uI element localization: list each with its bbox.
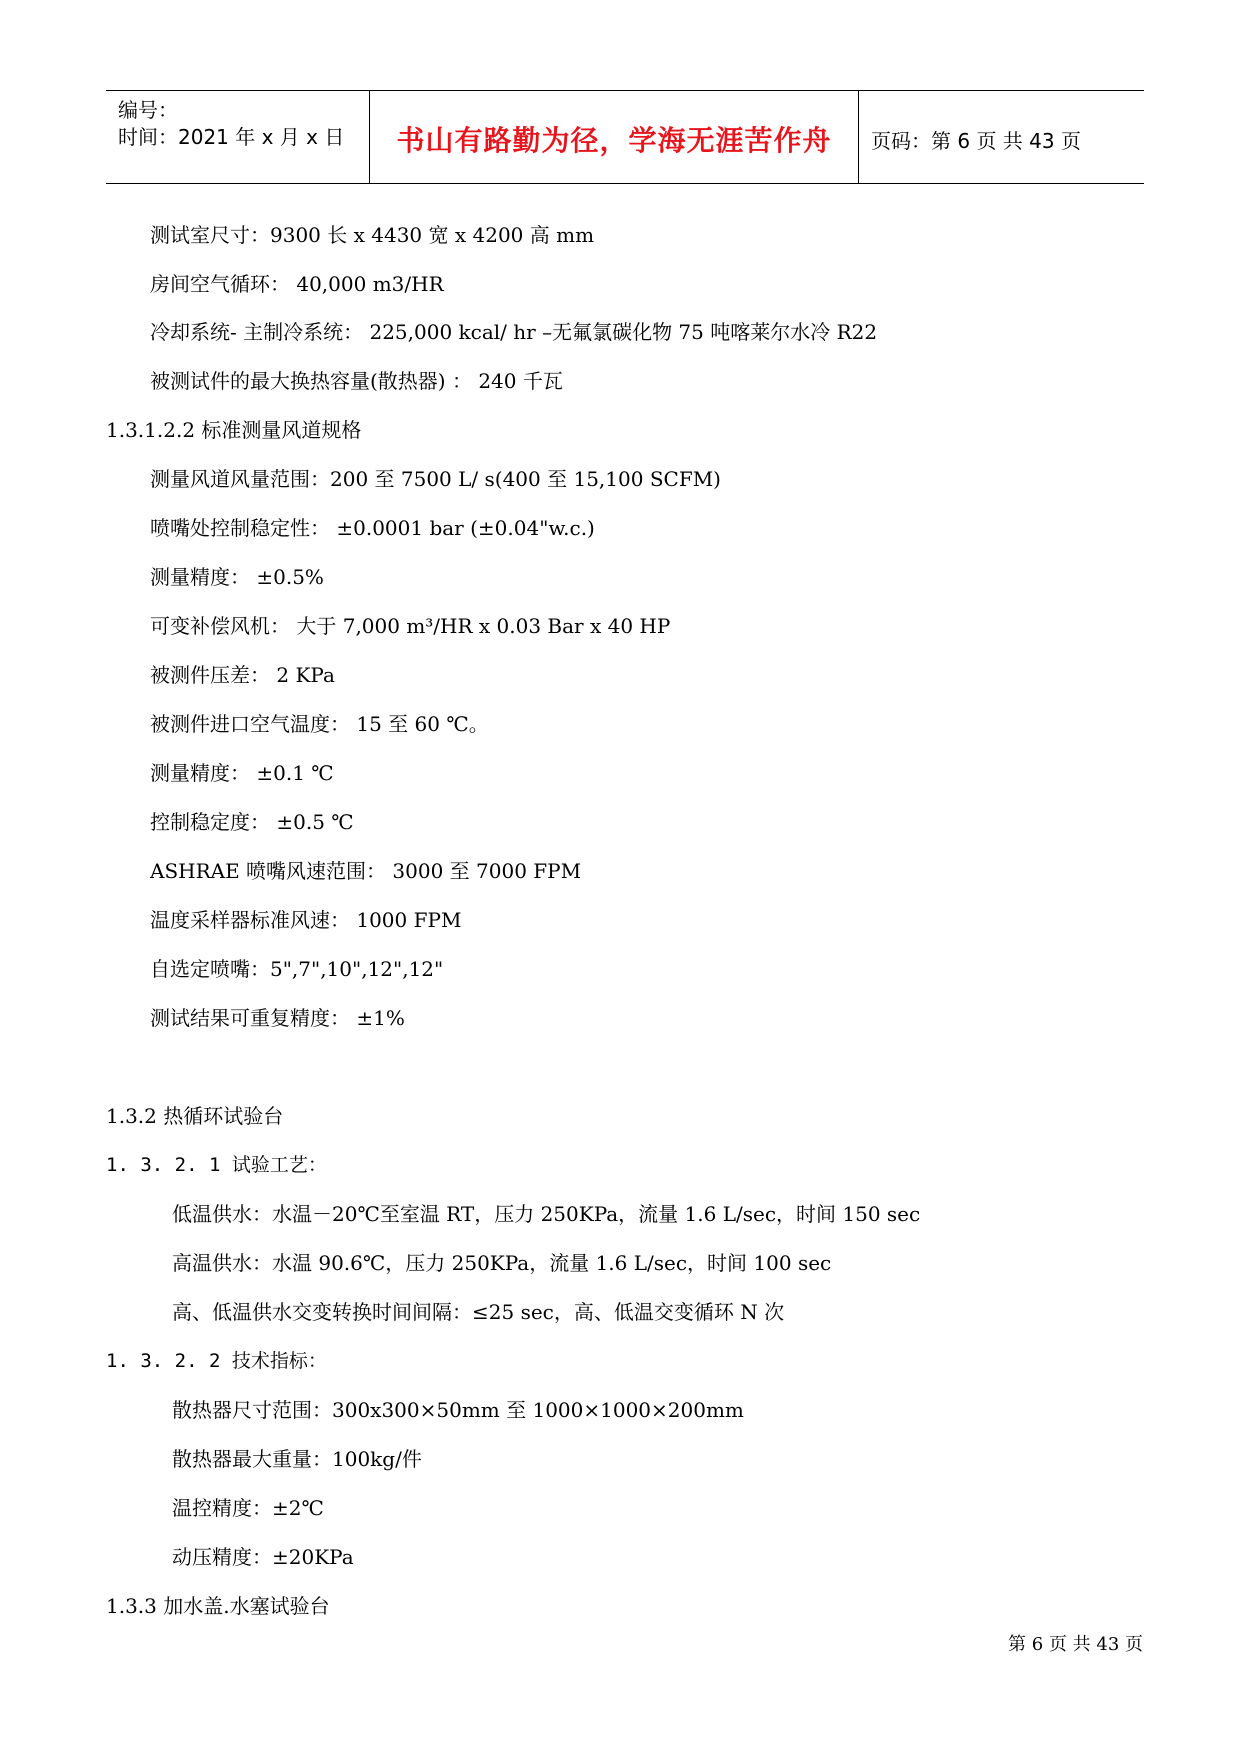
spec-control-stability: 控制稳定度： ±0.5 ℃ [150,810,354,834]
spec-cooling-system: 冷却系统- 主制冷系统： 225,000 kcal/ hr –无氟氯碳化物 75 吨喀莱尔水冷 R22 [150,320,878,344]
spec-measure-accuracy: 测量精度： ±0.5% [150,565,324,589]
page-footer: 第 6 页 共 43 页 [1008,1634,1143,1655]
spec-inlet-air-temp: 被测件进口空气温度： 15 至 60 ℃。 [150,712,489,736]
header-page-info: 页码：第 6 页 共 43 页 [871,129,1081,153]
spec-repeatability: 测试结果可重复精度： ±1% [150,1006,405,1030]
spec-room-size: 测试室尺寸：9300 长 x 4430 宽 x 4200 高 mm [150,223,595,247]
spec-sampler-speed: 温度采样器标准风速： 1000 FPM [150,908,462,932]
header-motto-cell [369,91,859,183]
spec-temp-control-accuracy: 温控精度：±2℃ [172,1496,324,1520]
spec-radiator-size: 散热器尺寸范围：300x300×50mm 至 1000×1000×200mm [172,1398,744,1422]
page-header [106,90,1144,184]
spec-pressure-diff: 被测件压差： 2 KPa [150,663,335,687]
header-left-cell [106,91,368,183]
spec-high-temp-supply: 高温供水：水温 90.6℃，压力 250KPa，流量 1.6 L/sec，时间 100 sec [172,1251,832,1275]
section-heading-1-3-2: 1.3.2 热循环试验台 [106,1104,284,1128]
spec-low-temp-supply: 低温供水：水温－20℃至室温 RT，压力 250KPa，流量 1.6 L/sec，时间 150 sec [172,1202,921,1226]
document-time-label: 时间：2021 年 x 月 x 日 [118,125,345,149]
spec-max-heat-capacity: 被测试件的最大换热容量(散热器) ： 240 千瓦 [150,369,563,393]
spec-temp-accuracy: 测量精度： ±0.1 ℃ [150,761,334,785]
header-page-cell [859,91,1144,183]
section-heading-1-3-2-1: 1. 3. 2. 1 试验工艺： [106,1154,327,1176]
document-number-label: 编号： [118,98,178,122]
spec-nozzle-stability: 喷嘴处控制稳定性： ±0.0001 bar (±0.04"w.c.) [150,516,595,540]
header-motto: 书山有路勤为径，学海无涯苦作舟 [396,124,832,157]
spec-radiator-weight: 散热器最大重量：100kg/件 [172,1447,422,1471]
spec-selected-nozzles: 自选定喷嘴：5",7",10",12",12" [150,957,444,981]
spec-ashrae-nozzle-speed: ASHRAE 喷嘴风速范围： 3000 至 7000 FPM [150,859,582,883]
spec-compensation-fan: 可变补偿风机： 大于 7,000 m³/HR x 0.03 Bar x 40 HP [150,614,671,638]
spec-dynamic-pressure-accuracy: 动压精度：±20KPa [172,1545,354,1569]
spec-air-circulation: 房间空气循环： 40,000 m3/HR [150,272,444,296]
spec-switch-interval: 高、低温供水交变转换时间间隔：≤25 sec，高、低温交变循环 N 次 [172,1300,785,1324]
section-heading-1-3-3: 1.3.3 加水盖.水塞试验台 [106,1594,330,1618]
section-heading-1-3-2-2: 1. 3. 2. 2 技术指标： [106,1350,327,1372]
section-heading-1-3-1-2-2: 1.3.1.2.2 标准测量风道规格 [106,418,362,442]
spec-duct-airflow-range: 测量风道风量范围：200 至 7500 L/ s(400 至 15,100 SCFM) [150,467,721,491]
